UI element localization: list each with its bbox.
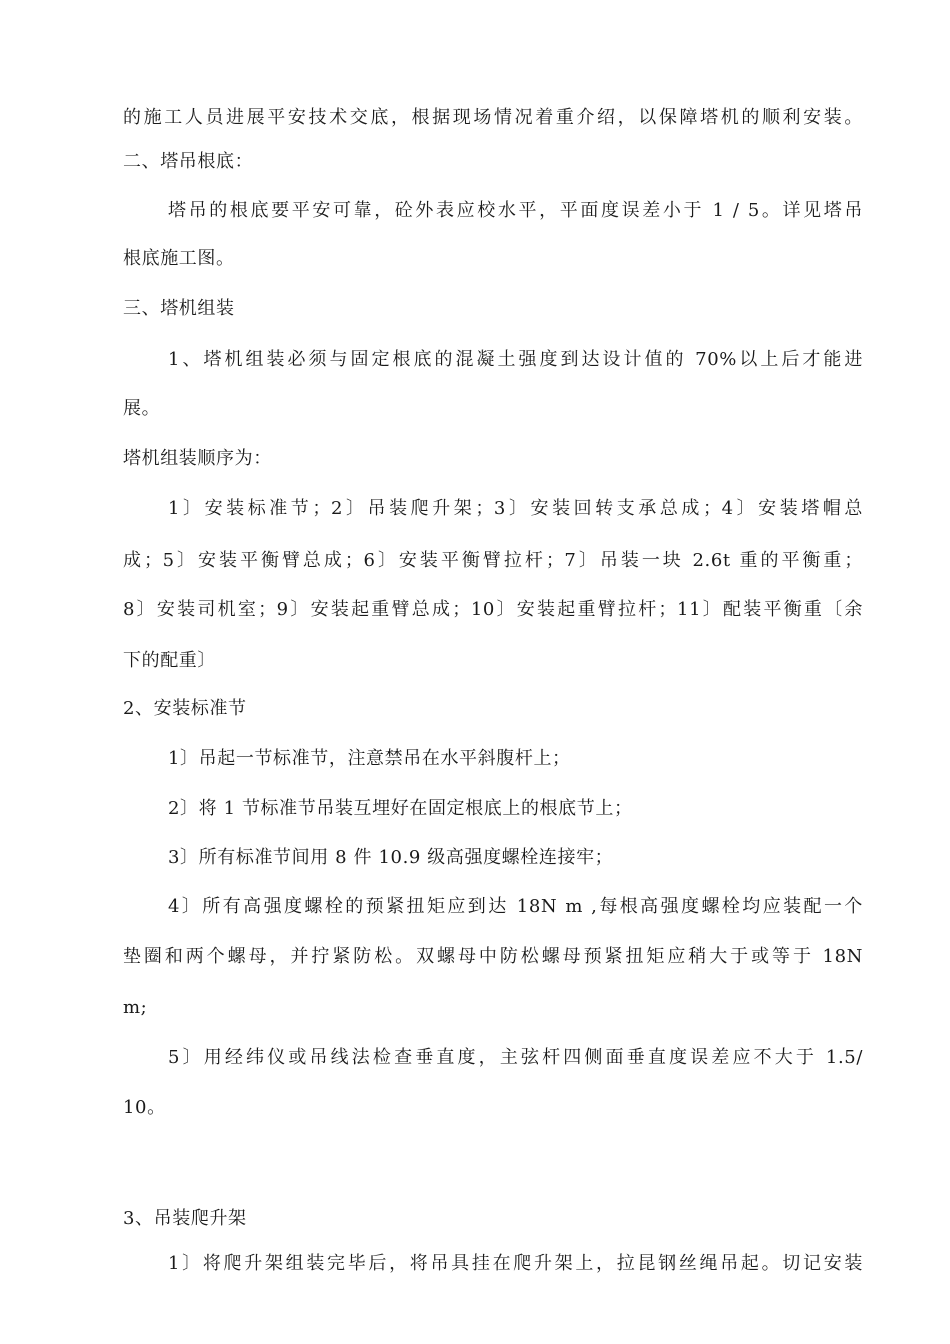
list-line: 3〕所有标准节间用 8 件 10.9 级高强度螺栓连接牢；: [168, 847, 614, 868]
list-line: 2〕将 1 节标准节吊装互埋好在固定根底上的根底节上；: [168, 798, 633, 819]
list-line: 垫圈和两个螺母，并拧紧防松。双螺母中防松螺母预紧扭矩应稍大于或等于 18N: [123, 946, 863, 967]
paragraph-line: 展。: [123, 398, 161, 419]
section-heading: 二、塔吊根底：: [123, 151, 254, 172]
paragraph-line: 塔吊的根底要平安可靠，砼外表应校水平，平面度误差小于 1 / 5。详见塔吊: [168, 200, 863, 221]
list-line: 8〕安装司机室；9〕安装起重臂总成；10〕安装起重臂拉杆；11〕配装平衡重〔余: [123, 599, 863, 620]
list-line: 10。: [123, 1097, 166, 1118]
paragraph-line: 1、塔机组装必须与固定根底的混凝土强度到达设计值的 70%以上后才能进: [168, 349, 863, 370]
paragraph-line: 塔机组装顺序为：: [123, 448, 272, 469]
list-line: 1〕安装标准节；2〕吊装爬升架；3〕安装回转支承总成；4〕安装塔帽总: [168, 498, 863, 519]
section-heading: 3、吊装爬升架: [123, 1208, 247, 1229]
paragraph-line: 根底施工图。: [123, 248, 235, 269]
list-line: 5〕用经纬仪或吊线法检查垂直度，主弦杆四侧面垂直度误差应不大于 1.5/: [168, 1047, 863, 1068]
section-heading: 2、安装标准节: [123, 698, 247, 719]
list-line: 1〕将爬升架组装完毕后，将吊具挂在爬升架上，拉昆钢丝绳吊起。切记安装: [168, 1253, 863, 1274]
list-line: 下的配重〕: [123, 650, 216, 671]
section-heading: 三、塔机组装: [123, 298, 235, 319]
list-line: m;: [123, 997, 148, 1018]
list-line: 成；5〕安装平衡臂总成；6〕安装平衡臂拉杆；7〕吊装一块 2.6t 重的平衡重；: [123, 550, 863, 571]
list-line: 4〕所有高强度螺栓的预紧扭矩应到达 18N m ,每根高强度螺栓均应装配一个: [168, 896, 863, 917]
paragraph-line: 的施工人员进展平安技术交底，根据现场情况着重介绍，以保障塔机的顺利安装。: [123, 107, 863, 128]
list-line: 1〕吊起一节标准节，注意禁吊在水平斜腹杆上；: [168, 748, 571, 769]
